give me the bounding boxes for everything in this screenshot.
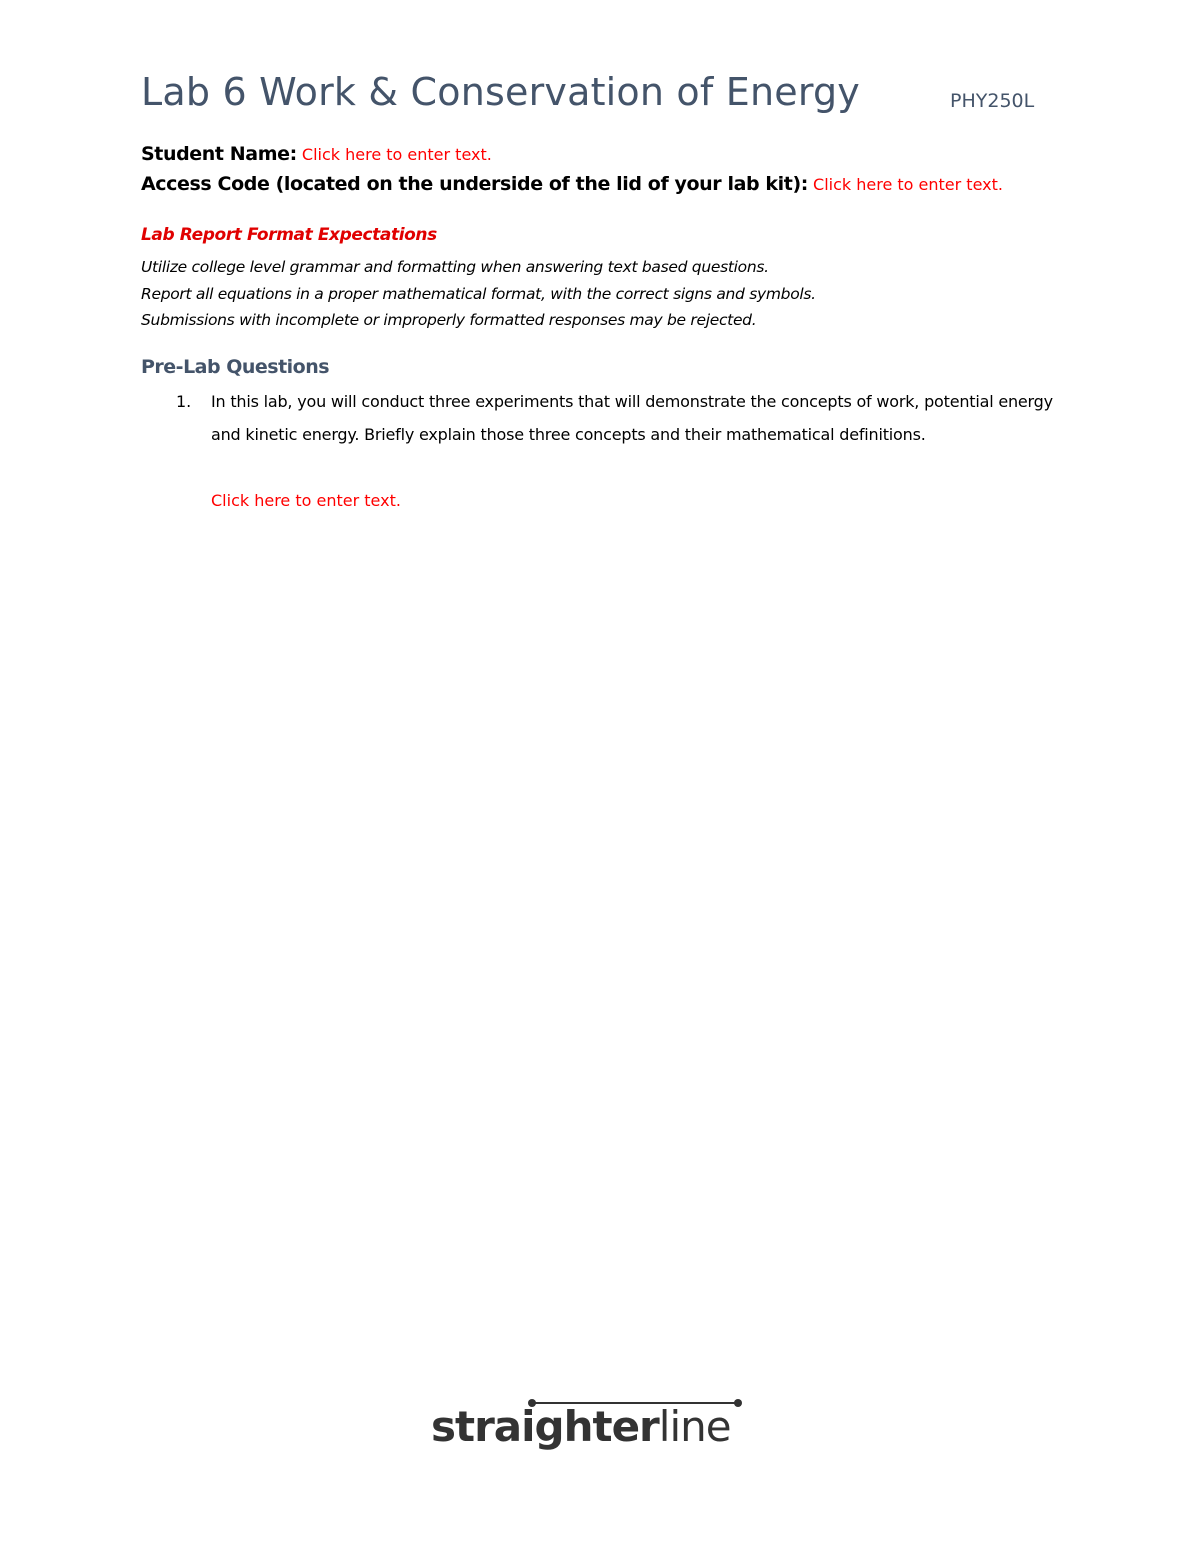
expectation-line: Report all equations in a proper mathematical format, with the correct signs and symbols.	[141, 284, 816, 303]
course-code: PHY250L	[950, 90, 1035, 112]
logo-bold-part: straighter	[431, 1402, 659, 1451]
access-code-field[interactable]: Click here to enter text.	[813, 175, 1003, 194]
prelab-heading: Pre-Lab Questions	[141, 356, 330, 378]
student-name-line	[141, 143, 492, 165]
expectations-heading: Lab Report Format Expectations	[141, 225, 437, 245]
title-row	[141, 70, 1061, 126]
access-code-line	[141, 173, 1003, 195]
question-text: In this lab, you will conduct three experiments that will demonstrate the concepts of work, potential energy and kinetic energy. Briefly explain those three concepts and their mathematical definitions.	[211, 392, 1053, 444]
logo-wordmark	[431, 1402, 731, 1451]
logo-dot	[734, 1399, 742, 1407]
answer-field[interactable]: Click here to enter text.	[211, 491, 401, 510]
logo-light-part: line	[658, 1402, 731, 1451]
student-name-label: Student Name:	[141, 143, 297, 165]
access-code-label: Access Code (located on the underside of the lid of your lab kit):	[141, 173, 808, 195]
document-title: Lab 6 Work & Conservation of Energy	[141, 70, 860, 114]
expectations-list	[141, 254, 816, 334]
straighterline-logo	[431, 1398, 761, 1460]
expectation-line: Utilize college level grammar and formatting when answering text based questions.	[141, 258, 769, 276]
expectation-line: Submissions with incomplete or improperly formatted responses may be rejected.	[141, 311, 757, 329]
question-number: 1.	[176, 392, 192, 411]
student-name-field[interactable]: Click here to enter text.	[301, 145, 492, 164]
